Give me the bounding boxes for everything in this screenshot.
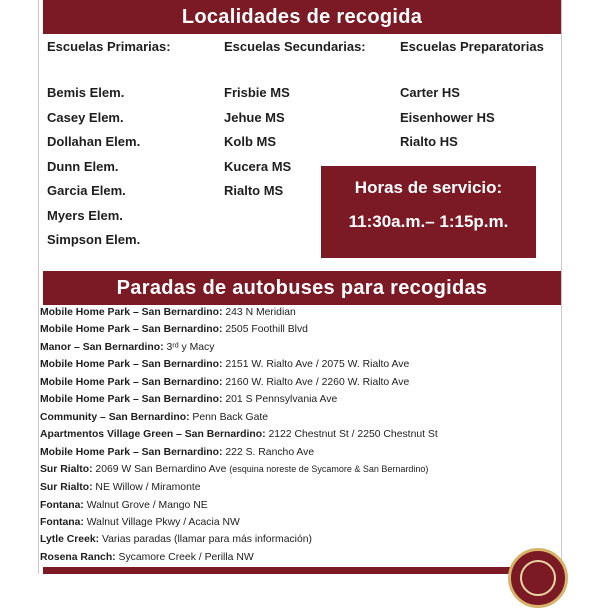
stop-address: 201 S Pennsylvania Ave	[222, 394, 338, 405]
stop-address: 2151 W. Rialto Ave / 2075 W. Rialto Ave	[222, 359, 410, 370]
stop-address: Penn Back Gate	[189, 412, 269, 423]
page-border-left	[38, 0, 39, 574]
bus-stop-item	[40, 324, 308, 335]
school-item: Dunn Elem.	[47, 159, 119, 174]
stop-place: Fontana:	[40, 500, 84, 511]
stop-place: Community – San Bernardino:	[40, 412, 190, 423]
school-item: Garcia Elem.	[47, 183, 126, 198]
bus-stop-item	[40, 534, 312, 545]
stop-place: Rosena Ranch:	[40, 552, 116, 563]
stop-address: Walnut Grove / Mango NE	[83, 500, 208, 511]
page-border-right	[561, 0, 562, 574]
stop-place: Mobile Home Park – San Bernardino:	[40, 307, 223, 318]
stop-place: Manor – San Bernardino:	[40, 342, 164, 353]
school-item: Myers Elem.	[47, 208, 123, 223]
stop-place: Lytle Creek:	[40, 534, 100, 545]
stop-address: 2505 Foothill Blvd	[222, 324, 308, 335]
stop-address: 222 S. Rancho Ave	[222, 447, 315, 458]
stop-place: Mobile Home Park – San Bernardino:	[40, 447, 223, 458]
stop-address: Walnut Village Pkwy / Acacia NW	[83, 517, 240, 528]
school-item: Rialto HS	[400, 134, 458, 149]
stop-place: Mobile Home Park – San Bernardino:	[40, 394, 223, 405]
stop-note: (esquina noreste de Sycamore & San Bernardino)	[229, 464, 429, 474]
school-item: Bemis Elem.	[47, 85, 125, 100]
stop-address: NE Willow / Miramonte	[92, 482, 201, 493]
service-hours-time: 11:30a.m.– 1:15p.m.	[348, 212, 509, 231]
stop-address: Varias paradas (llamar para más información)	[99, 534, 313, 545]
school-item: Rialto MS	[224, 183, 284, 198]
stop-place: Mobile Home Park – San Bernardino:	[40, 324, 223, 335]
stop-place: Apartmentos Village Green – San Bernardino:	[40, 429, 266, 440]
bus-stops-title: Paradas de autobuses para recogidas	[43, 271, 561, 305]
column-heading-primary: Escuelas Primarias:	[47, 39, 171, 54]
bus-stop-item	[40, 342, 214, 353]
stop-place: Mobile Home Park – San Bernardino:	[40, 359, 223, 370]
stop-address: 2122 Chestnut St / 2250 Chestnut St	[265, 429, 438, 440]
bus-stop-item	[40, 307, 296, 318]
column-heading-high: Escuelas Preparatorias	[400, 39, 544, 54]
school-item: Frisbie MS	[224, 85, 290, 100]
service-hours-box	[321, 166, 536, 258]
school-item: Jehue MS	[224, 110, 285, 125]
district-seal-logo	[508, 548, 568, 608]
bus-stop-item	[40, 447, 314, 458]
school-item: Kucera MS	[224, 159, 292, 174]
bus-stop-item	[40, 552, 254, 563]
bus-stop-item	[40, 464, 428, 475]
bus-stop-item	[40, 429, 438, 440]
stop-place: Sur Rialto:	[40, 482, 93, 493]
stop-address: 243 N Meridian	[222, 307, 296, 318]
school-item: Dollahan Elem.	[47, 134, 141, 149]
pickup-locations-title: Localidades de recogida	[43, 0, 561, 34]
bus-stop-item	[40, 517, 240, 528]
school-item: Eisenhower HS	[400, 110, 495, 125]
bus-stop-item	[40, 359, 409, 370]
column-heading-middle: Escuelas Secundarias:	[224, 39, 366, 54]
school-item: Simpson Elem.	[47, 232, 141, 247]
bus-stop-item	[40, 394, 337, 405]
service-hours-title: Horas de servicio:	[354, 178, 503, 197]
bus-stop-item	[40, 412, 268, 423]
school-item: Casey Elem.	[47, 110, 124, 125]
stop-address: 2160 W. Rialto Ave / 2260 W. Rialto Ave	[222, 377, 410, 388]
stop-address: Sycamore Creek / Perilla NW	[115, 552, 254, 563]
school-item: Kolb MS	[224, 134, 276, 149]
bus-stop-item	[40, 482, 201, 493]
seal-ring	[520, 560, 556, 596]
stop-address: 2069 W San Bernardino Ave	[92, 464, 230, 475]
stop-place: Mobile Home Park – San Bernardino:	[40, 377, 223, 388]
school-item: Carter HS	[400, 85, 460, 100]
stop-address: 3ʳᵈ y Macy	[163, 342, 215, 353]
bus-stop-item	[40, 500, 208, 511]
bus-stop-item	[40, 377, 409, 388]
stop-place: Fontana:	[40, 517, 84, 528]
stop-place: Sur Rialto:	[40, 464, 93, 475]
footer-bar	[43, 567, 513, 574]
